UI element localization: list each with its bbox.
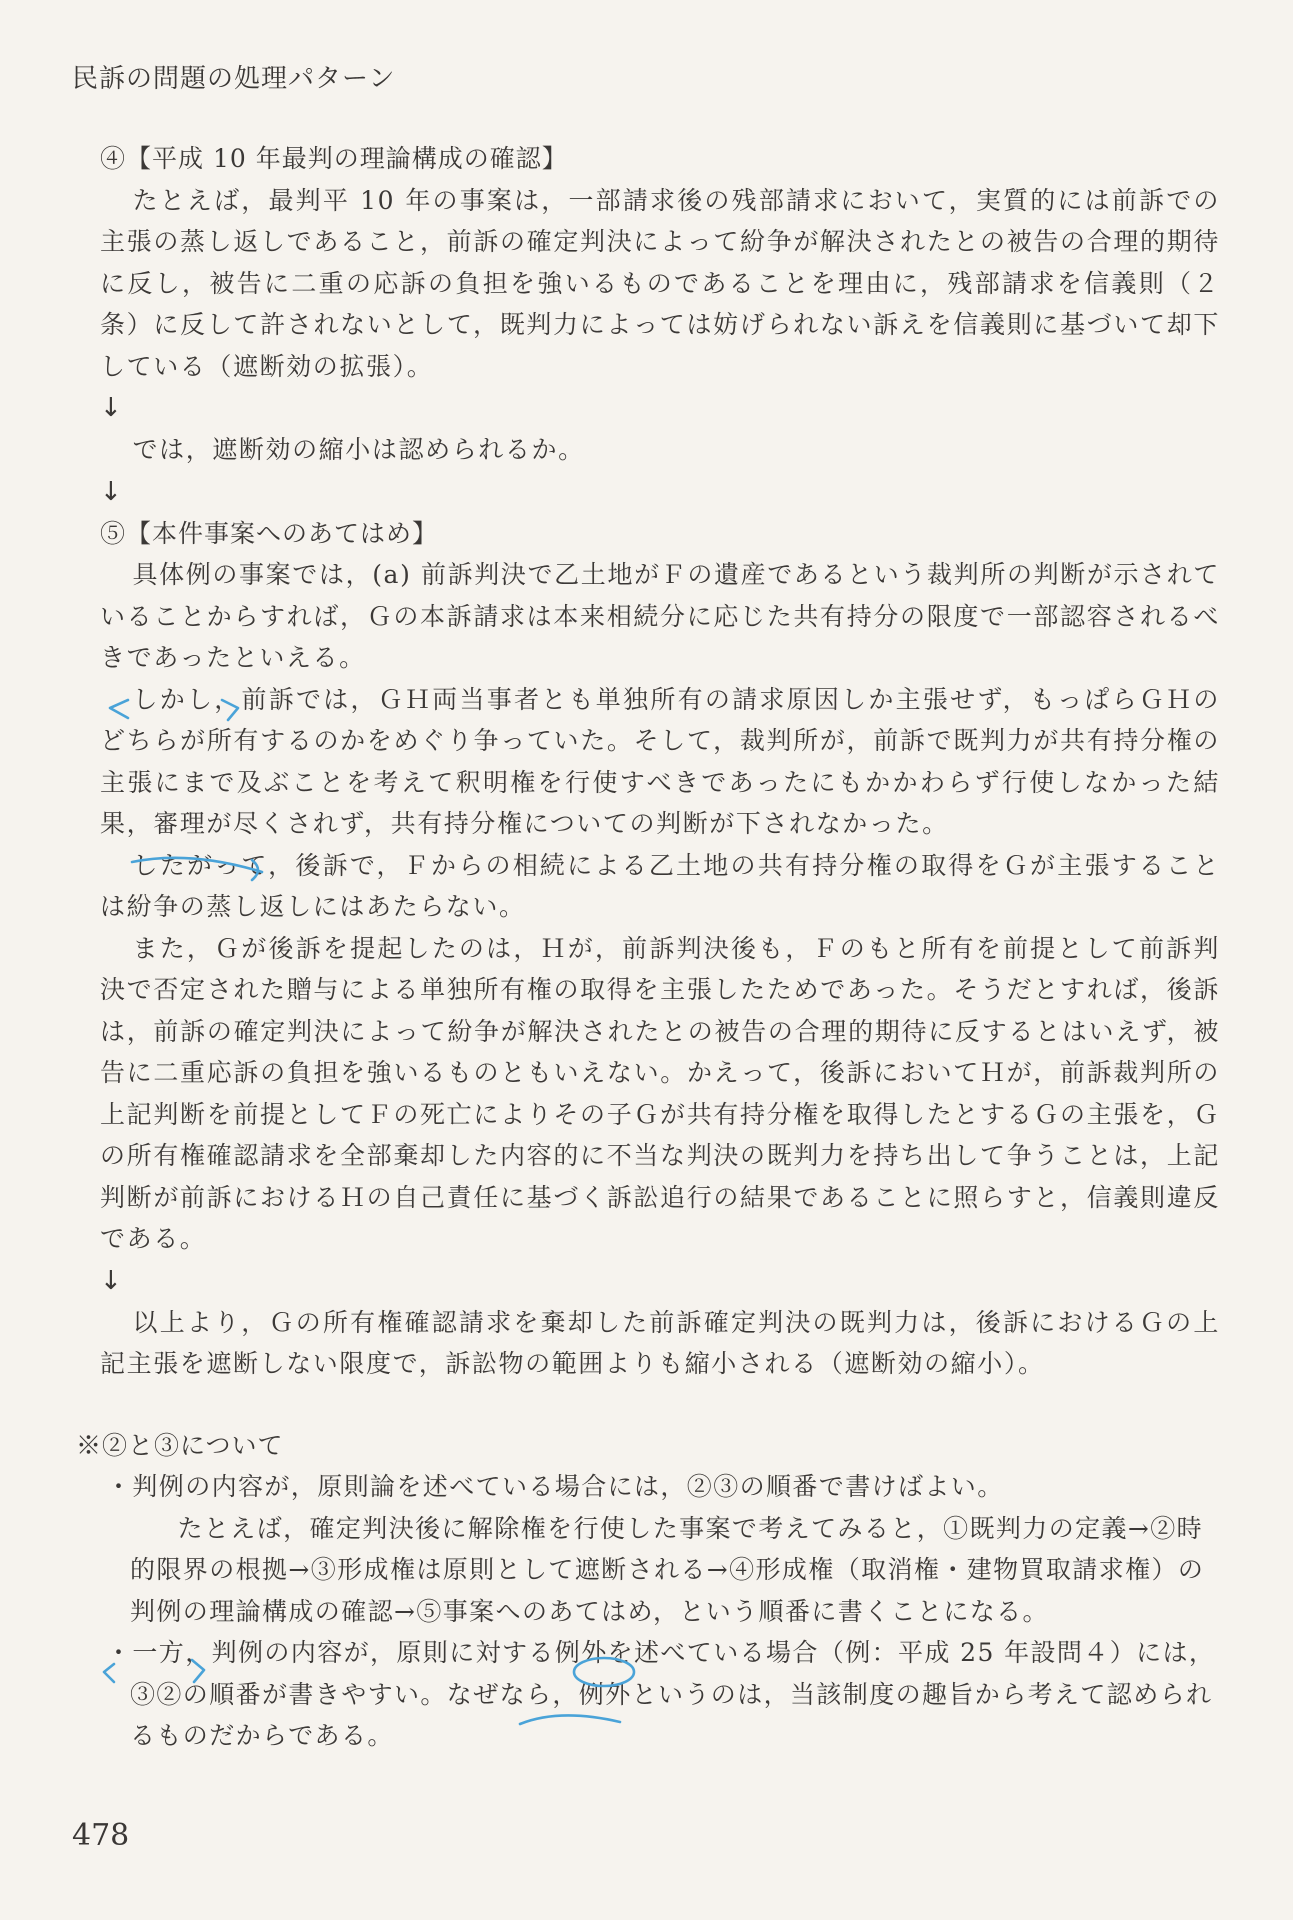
note-example: たとえば，確定判決後に解除権を行使した事案で考えてみると，①既判力の定義→②時的限界の根拠→③形成権は原則として遮断される→④形成権（取消権・建物買取請求権）の判例の理論構成の確認→⑤事案へのあてはめ，という順番に書くことになる。	[130, 1513, 1205, 1626]
section-4-paragraph: たとえば，最判平 10 年の事案は，一部請求後の残部請求において，実質的には前訴での主張の蒸し返しであること，前訴の確定判決によって紛争が解決されたとの被告の合理的期待に反し，被告に二重の応訴の負担を強いるものであることを理由に，残部請求を信義則（２条）に反して許されないとして，既判力によっては妨げられない訴えを信義則に基づいて却下している（遮断効の拡張）。	[100, 185, 1220, 381]
question-line: では，遮断効の縮小は認められるか。	[132, 435, 585, 464]
page-body	[76, 138, 1220, 1757]
section-4-heading: ④【平成 10 年最判の理論構成の確認】	[100, 144, 568, 173]
running-header: 民訴の問題の処理パターン	[72, 64, 396, 94]
down-arrow: ↓	[100, 1265, 122, 1296]
down-arrow: ↓	[100, 393, 122, 423]
conclusion-paragraph: 以上より，Ｇの所有権確認請求を棄却した前訴確定判決の既判力は，後訴におけるＧの上記主張を遮断しない限度で，訴訟物の範囲よりも縮小される（遮断効の縮小）。	[100, 1307, 1220, 1378]
section-5-paragraph-1: 具体例の事案では，(a) 前訴判決で乙土地がＦの遺産であるという裁判所の判断が示されていることからすれば，Ｇの本訴請求は本来相続分に応じた共有持分の限度で一部認容されるべきであったといえる。	[100, 560, 1220, 672]
section-5-paragraph-2: しかし，前訴では，ＧＨ両当事者とも単独所有の請求原因しか主張せず，もっぱらＧＨのどちらが所有するのかをめぐり争っていた。そして，裁判所が，前訴で既判力が共有持分権の主張にまで及ぶことを考えて釈明権を行使すべきであったにもかかわらず行使しなかった結果，審理が尽くされず，共有持分権についての判断が下されなかった。	[100, 684, 1220, 838]
spacer	[100, 1385, 1220, 1425]
note-title: ※②と③について	[76, 1430, 284, 1460]
note-bullet-1: ・判例の内容が，原則論を述べている場合には，②③の順番で書けばよい。	[106, 1472, 1004, 1501]
down-arrow: ↓	[100, 476, 122, 507]
section-5-paragraph-3: したがって，後訴で，Ｆからの相続による乙土地の共有持分権の取得をＧが主張することは紛争の蒸し返しにはあたらない。	[100, 850, 1220, 921]
note-bullet-2: ・一方，判例の内容が，原則に対する例外を述べている場合（例：平成 25 年設問４）には，③②の順番が書きやすい。なぜなら，例外というのは，当該制度の趣旨から考えて認められるものだからである。	[106, 1638, 1216, 1750]
page-number: 478	[72, 1818, 130, 1853]
section-5-heading: ⑤【本件事案へのあてはめ】	[100, 518, 439, 548]
section-5-paragraph-4: また，Ｇが後訴を提起したのは，Ｈが，前訴判決後も，Ｆのもと所有を前提として前訴判決で否定された贈与による単独所有権の取得を主張したためであった。そうだとすれば，後訴は，前訴の確定判決によって紛争が解決されたとの被告の合理的期待に反するとはいえず，被告に二重応訴の負担を強いるものともいえない。かえって，後訴においてＨが，前訴裁判所の上記判断を前提としてＦの死亡によりその子Ｇが共有持分権を取得したとするＧの主張を，Ｇの所有権確認請求を全部棄却した内容的に不当な判決の既判力を持ち出して争うことは，上記判断が前訴におけるＨの自己責任に基づく訴訟追行の結果であることに照らすと，信義則違反である。	[100, 933, 1220, 1253]
